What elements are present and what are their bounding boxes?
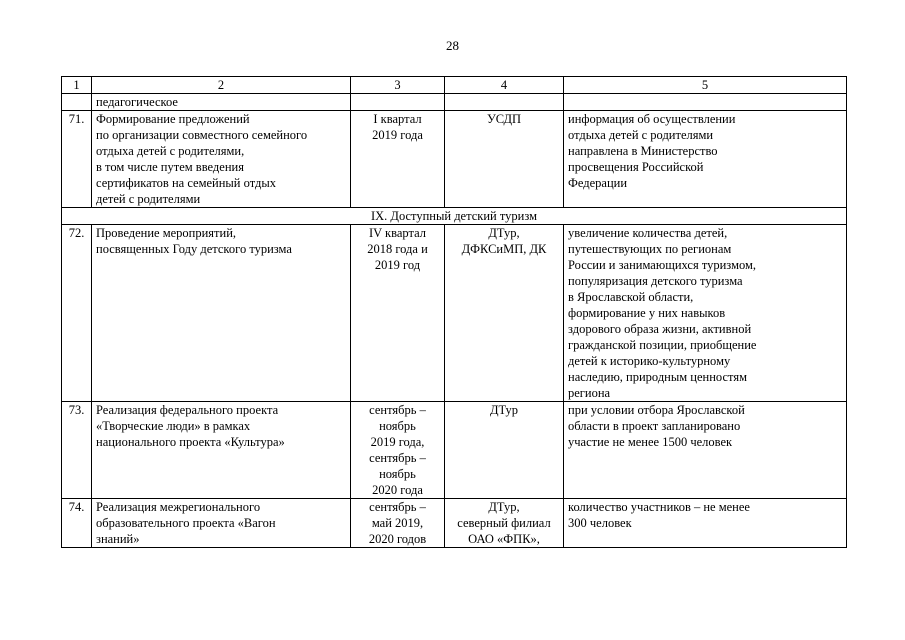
cell-period: I квартал 2019 года: [351, 111, 445, 208]
section-title: IX. Доступный детский туризм: [62, 208, 847, 225]
header-col-2: 2: [92, 77, 351, 94]
cell-measure: Проведение мероприятий, посвященных Году детского туризма: [92, 225, 351, 402]
cell-result: [564, 94, 847, 111]
plan-table: [61, 76, 847, 548]
cell-measure: педагогическое: [92, 94, 351, 111]
cell-measure: Реализация межрегионального образовательного проекта «Вагон знаний»: [92, 499, 351, 548]
cell-result: при условии отбора Ярославской области в проект запланировано участие не менее 1500 человек: [564, 402, 847, 499]
cell-measure: Формирование предложений по организации совместного семейного отдыха детей с родителями, в том числе путем введения сертификатов на семейный отдых детей с родителями: [92, 111, 351, 208]
cell-num: 74.: [62, 499, 92, 548]
cell-responsible: ДТур, ДФКСиМП, ДК: [445, 225, 564, 402]
cell-period: IV квартал 2018 года и 2019 год: [351, 225, 445, 402]
cell-responsible: ДТур: [445, 402, 564, 499]
header-col-1: 1: [62, 77, 92, 94]
cell-period: [351, 94, 445, 111]
header-col-3: 3: [351, 77, 445, 94]
cell-num: 71.: [62, 111, 92, 208]
cell-num: [62, 94, 92, 111]
table-row: [62, 402, 847, 499]
cell-responsible: [445, 94, 564, 111]
cell-num: 73.: [62, 402, 92, 499]
section-row: [62, 208, 847, 225]
cell-result: количество участников – не менее 300 человек: [564, 499, 847, 548]
cell-measure: Реализация федерального проекта «Творческие люди» в рамках национального проекта «Культура»: [92, 402, 351, 499]
table-row-continuation: [62, 94, 847, 111]
table-header-row: [62, 77, 847, 94]
table-row: [62, 499, 847, 548]
cell-num: 72.: [62, 225, 92, 402]
cell-result: информация об осуществлении отдыха детей с родителями направлена в Министерство просвещения Российской Федерации: [564, 111, 847, 208]
cell-period: сентябрь – май 2019, 2020 годов: [351, 499, 445, 548]
cell-result: увеличение количества детей, путешествующих по регионам России и занимающихся туризмом, популяризация детского туризма в Ярославской области, формирование у них навыков здорового образа жизни, активной гражданской позиции, приобщение детей к историко-культурному наследию, природным ценностям региона: [564, 225, 847, 402]
header-col-4: 4: [445, 77, 564, 94]
table-row: [62, 111, 847, 208]
page-number: 28: [446, 38, 459, 53]
cell-responsible: ДТур, северный филиал ОАО «ФПК»,: [445, 499, 564, 548]
cell-responsible: УСДП: [445, 111, 564, 208]
table-row: [62, 225, 847, 402]
cell-period: сентябрь – ноябрь 2019 года, сентябрь – ноябрь 2020 года: [351, 402, 445, 499]
header-col-5: 5: [564, 77, 847, 94]
